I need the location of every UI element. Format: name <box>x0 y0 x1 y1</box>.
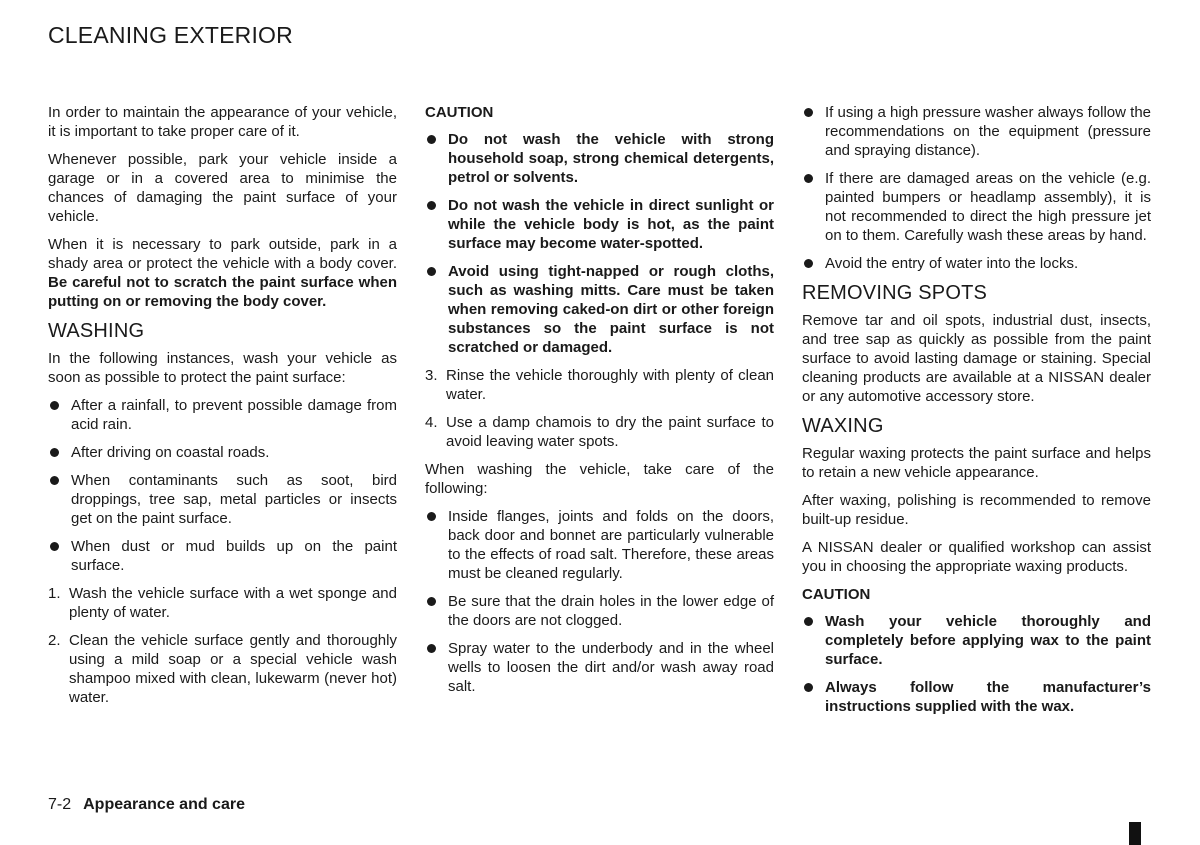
thumb-index-tab <box>1129 822 1141 845</box>
step-item <box>48 584 397 622</box>
list-item: Inside flanges, joints and folds on the doors, back door and bonnet are particularly vulnerable to the effects of road salt. Therefore, these areas must be cleaned regularly. <box>425 507 774 583</box>
pressure-washer-bullet-list <box>802 103 1151 273</box>
caution-label: CAUTION <box>802 586 871 603</box>
step-number: 3. <box>425 367 438 384</box>
removing-spots-heading: REMOVING SPOTS <box>802 282 988 304</box>
step-text: Wash the vehicle surface with a wet sponge and plenty of water. <box>69 585 397 621</box>
list-item: Avoid the entry of water into the locks. <box>802 254 1151 273</box>
list-item: Do not wash the vehicle with strong household soap, strong chemical detergents, petrol or solvents. <box>425 130 774 187</box>
list-item: Do not wash the vehicle in direct sunlight or while the vehicle body is hot, as the paint surface may become water-spotted. <box>425 196 774 253</box>
list-item: If there are damaged areas on the vehicle (e.g. painted bumpers or headlamp assembly), it is not recommended to direct the high pressure jet on to them. Carefully wash these areas by hand. <box>802 169 1151 245</box>
caution-bullet-list <box>425 130 774 357</box>
wax-caution-bullet-list <box>802 612 1151 716</box>
column-2 <box>425 103 774 705</box>
column-3 <box>802 103 1151 725</box>
washing-bullet-list <box>48 396 397 575</box>
list-item: When dust or mud builds up on the paint surface. <box>48 537 397 575</box>
park-outside-text: When it is necessary to park outside, park in a shady area or protect the vehicle with a body cover. <box>48 236 397 272</box>
list-item: Be sure that the drain holes in the lower edge of the doors are not clogged. <box>425 592 774 630</box>
care-bullet-list <box>425 507 774 696</box>
step-number: 1. <box>48 585 61 602</box>
washing-steps-list <box>48 584 397 707</box>
park-outside-paragraph <box>48 235 397 311</box>
washing-intro: In the following instances, wash your vehicle as soon as possible to protect the paint surface: <box>48 350 397 386</box>
step-text: Use a damp chamois to dry the paint surface to avoid leaving water spots. <box>446 414 774 450</box>
step-item <box>425 413 774 451</box>
section-name: Appearance and care <box>83 796 245 813</box>
washing-heading: WASHING <box>48 320 145 342</box>
waxing-paragraph: A NISSAN dealer or qualified workshop can assist you in choosing the appropriate waxing products. <box>802 539 1151 575</box>
removing-spots-paragraph: Remove tar and oil spots, industrial dust, insects, and tree sap as quickly as possible from the paint surface to avoid lasting damage or staining. Special cleaning products are available at a NISSAN dealer or any automotive accessory store. <box>802 312 1151 405</box>
park-outside-warning: Be careful not to scratch the paint surface when putting on or removing the body cover. <box>48 274 397 310</box>
when-washing-paragraph: When washing the vehicle, take care of the following: <box>425 461 774 497</box>
washing-steps-list <box>425 366 774 451</box>
page-title: CLEANING EXTERIOR <box>48 22 293 48</box>
page-footer <box>48 795 245 815</box>
waxing-paragraph: After waxing, polishing is recommended to remove built-up residue. <box>802 492 1151 528</box>
park-inside-paragraph: Whenever possible, park your vehicle inside a garage or in a covered area to minimise the chances of damaging the paint surface of your vehicle. <box>48 151 397 225</box>
column-1 <box>48 103 397 716</box>
waxing-heading: WAXING <box>802 415 884 437</box>
step-item <box>48 631 397 707</box>
step-text: Rinse the vehicle thoroughly with plenty of clean water. <box>446 367 774 403</box>
list-item: After a rainfall, to prevent possible damage from acid rain. <box>48 396 397 434</box>
step-number: 4. <box>425 414 438 431</box>
step-item <box>425 366 774 404</box>
list-item: Avoid using tight-napped or rough cloths, such as washing mitts. Care must be taken when removing caked-on dirt or other foreign substances so the paint surface is not scratched or damaged. <box>425 262 774 357</box>
list-item: Always follow the manufacturer’s instructions supplied with the wax. <box>802 678 1151 716</box>
intro-paragraph: In order to maintain the appearance of your vehicle, it is important to take proper care of it. <box>48 104 397 140</box>
list-item: Spray water to the underbody and in the wheel wells to loosen the dirt and/or wash away road salt. <box>425 639 774 696</box>
waxing-paragraph: Regular waxing protects the paint surface and helps to retain a new vehicle appearance. <box>802 445 1151 481</box>
step-text: Clean the vehicle surface gently and thoroughly using a mild soap or a special vehicle wash shampoo mixed with clean, lukewarm (never hot) water. <box>69 632 397 706</box>
caution-label: CAUTION <box>425 104 494 121</box>
list-item: If using a high pressure washer always follow the recommendations on the equipment (pressure and spraying distance). <box>802 103 1151 160</box>
list-item: Wash your vehicle thoroughly and completely before applying wax to the paint surface. <box>802 612 1151 669</box>
page-number: 7-2 <box>48 796 72 813</box>
list-item: When contaminants such as soot, bird droppings, tree sap, metal particles or insects get on the paint surface. <box>48 471 397 528</box>
step-number: 2. <box>48 632 61 649</box>
list-item: After driving on coastal roads. <box>48 443 397 462</box>
